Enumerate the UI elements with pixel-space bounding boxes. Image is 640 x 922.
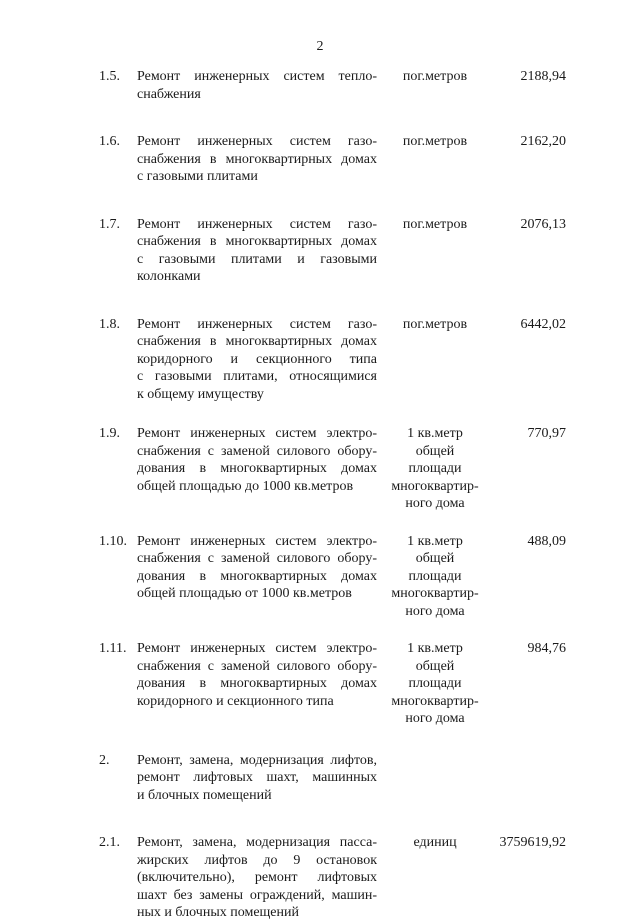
description-line: колонками [137,269,201,284]
description-line: Ремонт инженерных систем электро- [137,641,377,656]
description-line: снабжения с заменой силового обору- [137,443,377,459]
row-description [137,752,377,805]
description-line: коридорного и секционного типа [137,351,377,367]
row-value: 2076,13 [520,216,566,232]
row-value: 984,76 [527,641,566,656]
row-unit [383,68,487,86]
unit-line: пог.метров [402,216,468,232]
rate-table [0,68,640,922]
row-number: 2.1. [99,835,120,850]
description-line: коридорного и секционного типа [137,693,334,709]
unit-line: 1 кв.метр [407,533,463,549]
description-line: снабжения [137,86,201,102]
description-line: снабжения в многоквартирных домах [137,334,377,349]
description-line: дования в многоквартирных домах [137,676,377,691]
unit-line: пог.метров [402,134,468,149]
description-line: дования в многоквартирных домах [137,568,377,584]
description-line: шахт без замены ограждений, машин- [137,887,377,903]
description-line: Ремонт инженерных систем газо- [137,134,377,149]
unit-line: ного дома [405,603,465,619]
description-line: дования в многоквартирных домах [137,461,377,476]
row-description [137,68,377,103]
description-line: Ремонт инженерных систем электро- [137,533,377,549]
description-line: Ремонт инженерных систем тепло- [137,69,377,84]
unit-line: многоквартир- [391,586,479,601]
description-line: и блочных помещений [137,787,272,803]
description-line: к общему имуществу [137,386,264,402]
description-line: снабжения с заменой силового обору- [137,658,377,674]
unit-line: общей [415,443,455,459]
unit-line: площади [408,461,462,476]
row-number: 1.10. [99,533,127,549]
row-value: 488,09 [527,533,566,549]
unit-line: пог.метров [402,69,468,84]
description-line: Ремонт инженерных систем электро- [137,426,377,441]
row-value: 2188,94 [520,69,566,84]
table-row [0,752,640,805]
row-description [137,133,377,186]
row-description [137,533,377,603]
unit-line: пог.метров [402,316,468,332]
row-number: 1.9. [99,426,120,441]
page-number: 2 [316,39,324,54]
unit-line: площади [408,568,462,584]
table-row [0,425,640,513]
row-unit [383,640,487,728]
description-line: Ремонт инженерных систем газо- [137,216,377,232]
unit-line: многоквартир- [391,693,479,709]
unit-line: площади [408,676,462,691]
description-line: с газовыми плитами и газовыми [137,251,377,267]
row-unit [383,133,487,151]
row-unit [383,216,487,234]
description-line: ных и блочных помещений [137,905,299,920]
description-line: Ремонт, замена, модернизация лифтов, [137,752,377,768]
description-line: общей площадью от 1000 кв.метров [137,586,352,601]
row-value: 3759619,92 [499,835,566,850]
row-description [137,316,377,404]
row-description [137,640,377,710]
row-value: 6442,02 [520,316,566,332]
row-number: 1.5. [99,69,120,84]
row-number: 1.7. [99,216,120,232]
row-description [137,425,377,495]
row-unit [383,533,487,621]
unit-line: ного дома [405,496,465,511]
row-value: 2162,20 [520,134,566,149]
description-line: Ремонт инженерных систем газо- [137,316,377,332]
description-line: ремонт лифтовых шахт, машинных [137,770,377,785]
description-line: Ремонт, замена, модернизация пасса- [137,835,377,850]
row-number: 1.11. [99,641,127,656]
description-line: с газовыми плитами, относящимися [137,369,377,384]
row-description [137,216,377,286]
row-unit [383,425,487,513]
description-line: общей площадью до 1000 кв.метров [137,478,354,494]
row-unit [383,316,487,334]
description-line: с газовыми плитами [137,169,258,184]
table-row [0,640,640,728]
unit-line: ного дома [405,711,465,726]
unit-line: 1 кв.метр [407,641,463,656]
description-line: снабжения с заменой силового обору- [137,551,377,566]
description-line: жирских лифтов до 9 остановок [137,852,377,868]
unit-line: общей [415,551,455,566]
row-number: 2. [99,752,110,768]
description-line: снабжения в многоквартирных домах [137,234,377,249]
unit-line: многоквартир- [391,478,479,494]
unit-line: единиц [413,835,457,850]
row-description [137,834,377,922]
table-row [0,133,640,186]
row-value: 770,97 [527,426,566,441]
row-unit [383,834,487,852]
table-row [0,533,640,621]
table-row [0,834,640,922]
description-line: снабжения в многоквартирных домах [137,151,377,167]
description-line: (включительно), ремонт лифтовых [137,870,377,885]
table-row [0,68,640,103]
row-number: 1.6. [99,134,120,149]
unit-line: общей [415,658,455,674]
table-row [0,316,640,404]
row-number: 1.8. [99,316,120,332]
table-row [0,216,640,286]
unit-line: 1 кв.метр [407,426,463,441]
